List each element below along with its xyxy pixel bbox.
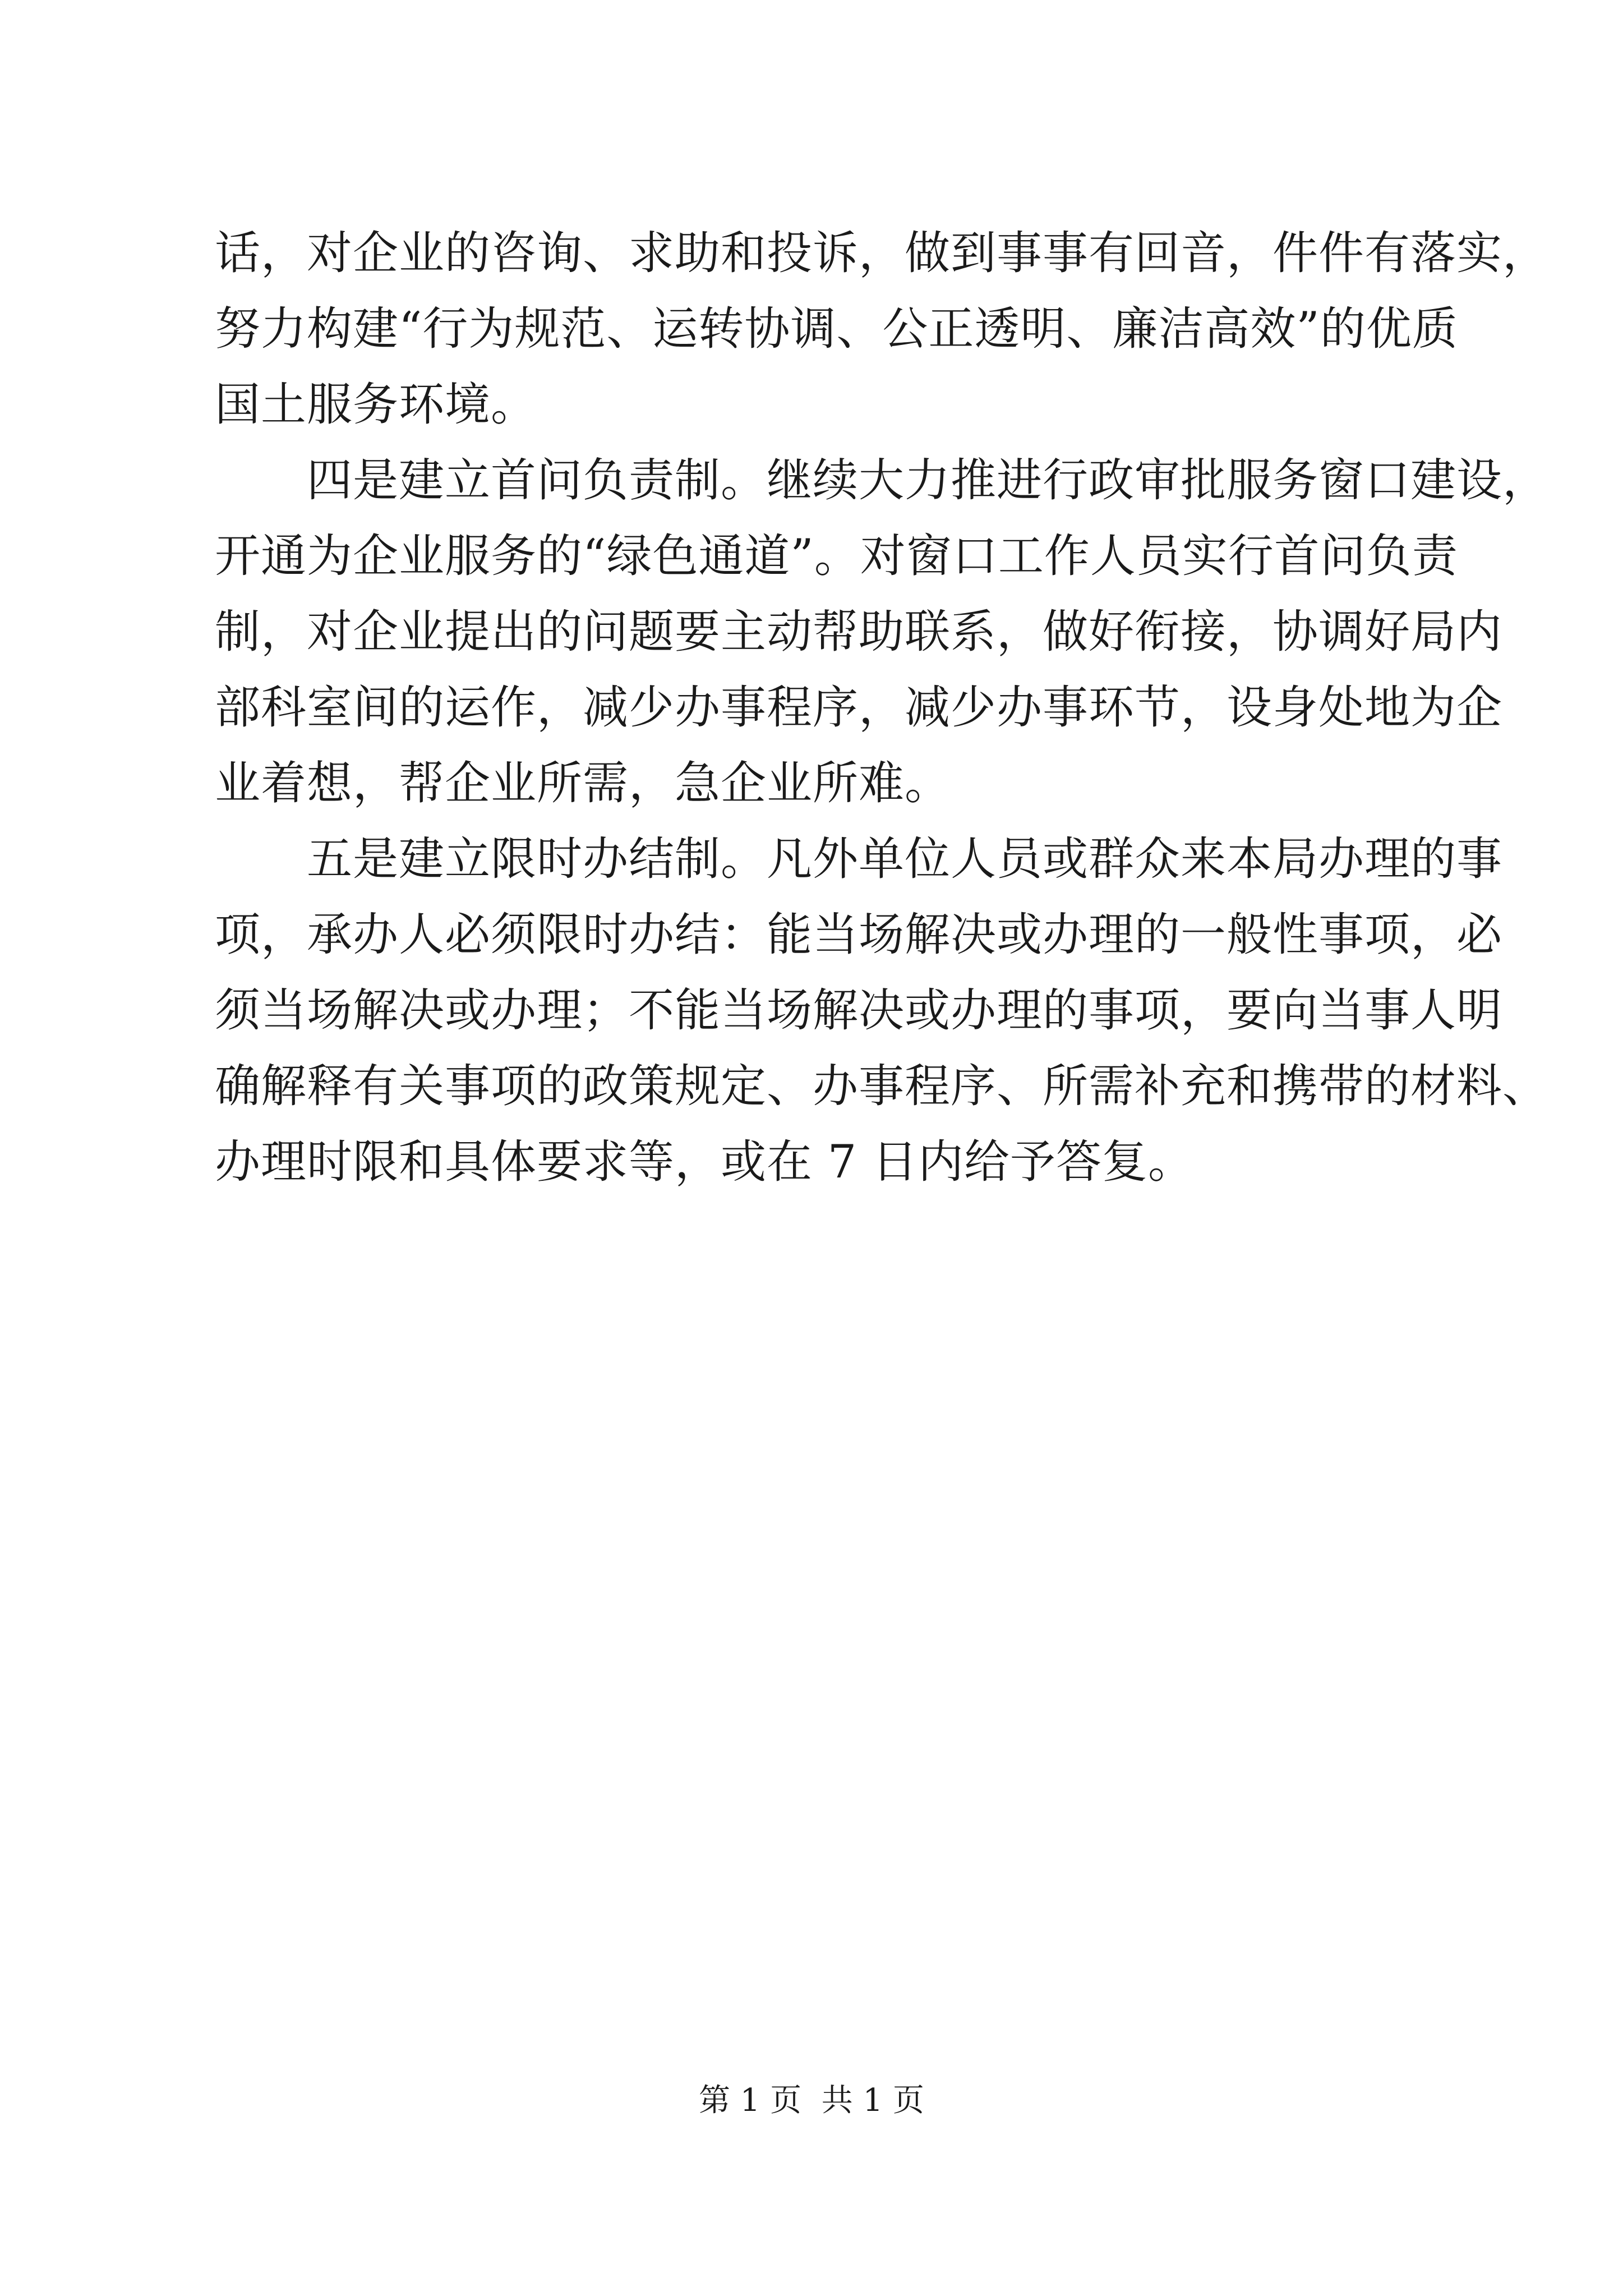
paragraph-line: 业着想，帮企业所需，急企业所难。	[215, 757, 951, 810]
paragraph-3	[215, 822, 1549, 1200]
paragraph-line: 四是建立首问负责制。继续大力推进行政审批服务窗口建设，	[307, 454, 1549, 507]
paragraph-line: 部科室间的运作，减少办事程序，减少办事环节，设身处地为企	[215, 682, 1503, 734]
page-footer	[0, 2076, 1623, 2120]
paragraph-line: 话，对企业的咨询、求助和投诉，做到事事有回音，件件有落实，	[215, 227, 1549, 280]
paragraph-line: 国土服务环境。	[215, 379, 537, 431]
paragraph-line: 五是建立限时办结制。凡外单位人员或群众来本局办理的事	[307, 833, 1503, 886]
paragraph-2	[215, 443, 1549, 822]
page-number-label: 第 1 页 共 1 页	[698, 2082, 925, 2119]
paragraph-line: 努力构建“行为规范、运转协调、公正透明、廉洁高效”的优质	[215, 303, 1458, 356]
paragraph-1	[215, 216, 1549, 443]
paragraph-line: 制，对企业提出的问题要主动帮助联系，做好衔接，协调好局内	[215, 606, 1503, 659]
paragraph-line: 开通为企业服务的“绿色通道”。对窗口工作人员实行首问负责	[215, 530, 1458, 583]
paragraph-line: 办理时限和具体要求等，或在 7 日内给予答复。	[215, 1136, 1195, 1189]
paragraph-line: 确解释有关事项的政策规定、办事程序、所需补充和携带的材料、	[215, 1060, 1549, 1113]
paragraph-line: 须当场解决或办理；不能当场解决或办理的事项，要向当事人明	[215, 984, 1503, 1037]
paragraph-line: 项，承办人必须限时办结：能当场解决或办理的一般性事项，必	[215, 909, 1503, 961]
document-body	[215, 216, 1549, 1200]
